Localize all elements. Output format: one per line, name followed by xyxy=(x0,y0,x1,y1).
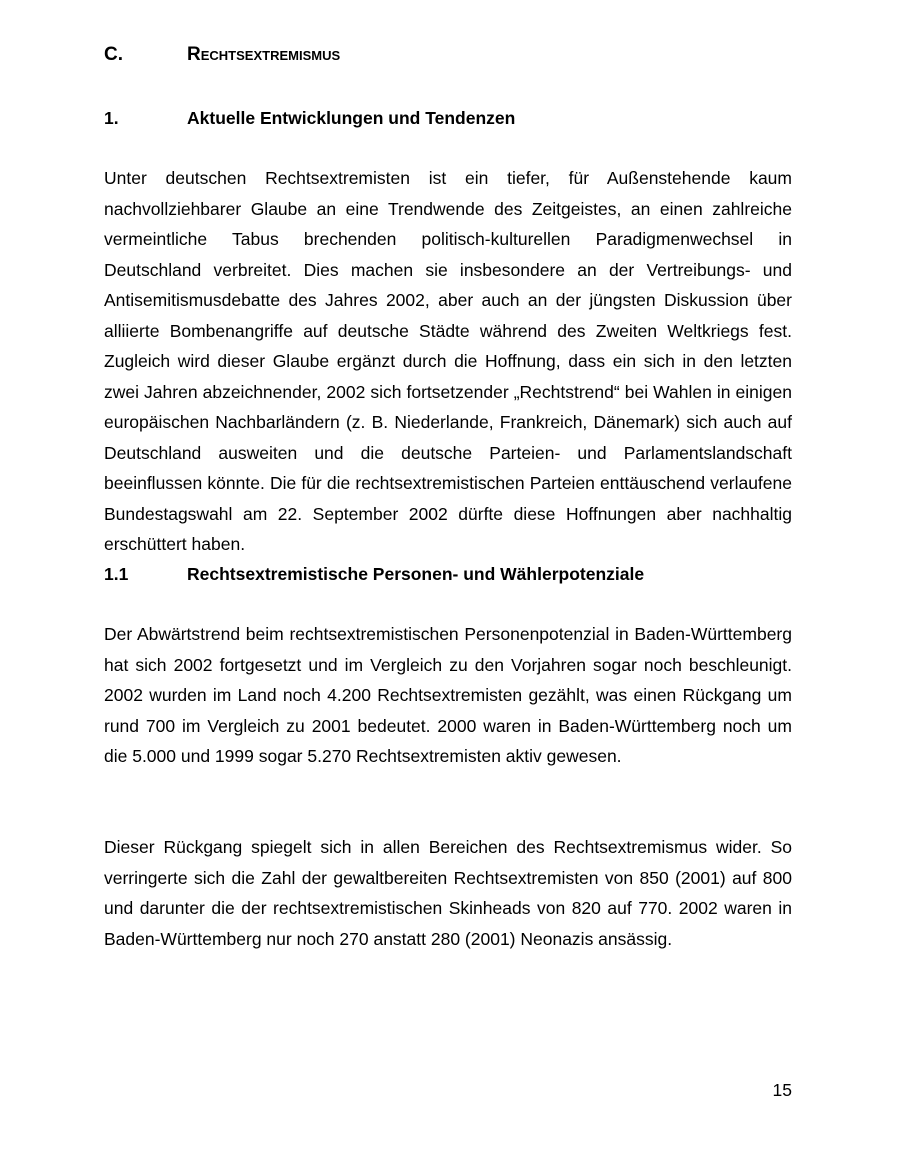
paragraph-3: Dieser Rückgang spiegelt sich in allen Bereichen des Rechtsextremismus wider. So verringerte sich die Zahl der gewaltbereiten Rechtsextremisten von 850 (2001) auf 800 und darunter die der rechtsextremistischen Skinheads von 820 auf 770. 2002 waren in Baden-Württemberg nur noch 270 anstatt 280 (2001) Neonazis ansässig. xyxy=(104,837,792,949)
section-number: 1.1 xyxy=(104,564,129,584)
paragraph-1: Unter deutschen Rechtsextremisten ist ein tiefer, für Außenstehende kaum nachvollziehbarer Glaube an eine Trendwende des Zeitgeistes, an einen zahlreiche vermeintliche Tabus brechenden politisch-kulturellen Paradigmenwechsel in Deutschland verbreitet. Dies machen sie insbesondere an der Vertreibungs- und Antisemitismusdebatte des Jahres 2002, aber auch an der jüngsten Diskussion über alliierte Bombenangriffe auf deutsche Städte während des Zweiten Weltkriegs fest. Zugleich wird dieser Glaube ergänzt durch die Hoffnung, dass ein sich in den letzten zwei Jahren abzeichnender, 2002 sich fortsetzender „Rechtstrend“ bei Wahlen in einigen europäischen Nachbarländern (z. B. Niederlande, Frankreich, Dänemark) sich auch auf Deutschland ausweiten und die deutsche Parteien- und Parlamentslandschaft beeinflussen könnte. Die für die rechtsextremistischen Parteien enttäuschend verlaufene Bundestagswahl am 22. September 2002 dürfte diese Hoffnungen aber nachhaltig erschüttert haben. xyxy=(104,168,792,554)
section-number: 1. xyxy=(104,108,119,128)
page-number: 15 xyxy=(772,1080,792,1100)
chapter-number: C. xyxy=(104,44,123,65)
section-heading-1 xyxy=(104,107,794,129)
paragraph-2: Der Abwärtstrend beim rechtsextremistischen Personenpotenzial in Baden-Württemberg hat sich 2002 fortgesetzt und im Vergleich zu den Vorjahren sogar noch beschleunigt. 2002 wurden im Land noch 4.200 Rechtsextremisten gezählt, was einen Rückgang um rund 700 im Vergleich zu 2001 bedeutet. 2000 waren in Baden-Württemberg noch um die 5.000 und 1999 sogar 5.270 Rechtsextremisten aktiv gewesen. xyxy=(104,624,792,766)
section-title: Rechtsextremistische Personen- und Wählerpotenziale xyxy=(187,564,645,584)
chapter-title: Rechtsextremismus xyxy=(187,44,341,65)
section-heading-1-1 xyxy=(104,563,794,585)
chapter-heading xyxy=(104,44,794,66)
section-title: Aktuelle Entwicklungen und Tendenzen xyxy=(187,108,516,128)
